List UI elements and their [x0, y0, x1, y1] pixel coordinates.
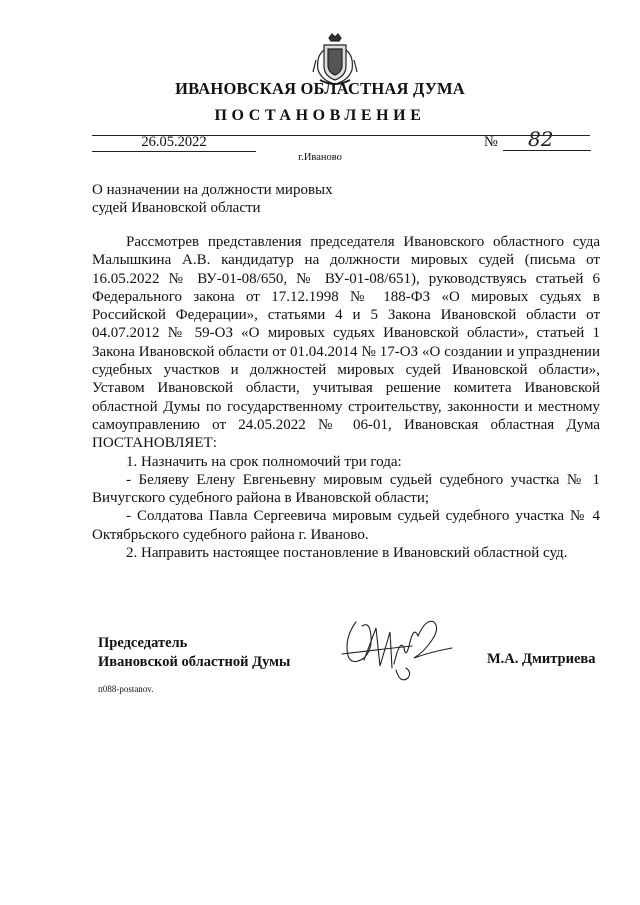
item-1-appointee-a: - Беляеву Елену Евгеньевну мировым судьей судебного участка № 1 Вичугского судебного района в Ивановской области;: [92, 471, 600, 507]
subject-line-1: О назначении на должности мировых: [92, 182, 333, 198]
signatory-title-line-2: Ивановской областной Думы: [98, 654, 291, 670]
handwritten-signature-icon: [334, 608, 464, 688]
item-1-appointee-b: - Солдатова Павла Сергеевича мировым судьей судебного участка № 4 Октябрьского судебного района г. Иваново.: [92, 508, 600, 543]
item-2: 2. Направить настоящее постановление в Ивановский областной суд.: [126, 545, 568, 562]
document-date: 26.05.2022: [92, 133, 256, 152]
document-body: [92, 233, 600, 562]
subject-line-2: судей Ивановской области: [92, 200, 261, 216]
preamble-paragraph: Рассмотрев представления председателя Ивановского областного суда Малышкина А.В. кандидатур на должности мировых судей (письма от 16.05.2022 № ВУ-01-08/650, № ВУ-01-08/651), руководствуясь статьей 6 Федерального закона от 17.12.1998 № 188-ФЗ «О мировых судьях в Российской Федерации», статьями 4 и 5 Закона Ивановской области от 04.07.2012 № 59-ОЗ «О мировых судьях Ивановской области», статьей 1 Закона Ивановской области от 01.04.2014 № 17-ОЗ «О создании и упразднении судебных участков и должностей мировых судей Ивановской области», Уставом Ивановской области, учитывая решение комитета Ивановской областной Думы по государственному строительству, законности и местному самоуправлению от 24.05.2022 № 06-01, Ивановская областная Дума ПОСТАНОВЛЯЕТ:: [92, 234, 600, 452]
signatory-title: [98, 634, 290, 672]
number-label: №: [484, 134, 498, 150]
document-type: ПОСТАНОВЛЕНИЕ: [214, 107, 426, 124]
city: г.Иваново: [298, 152, 342, 163]
item-1: 1. Назначить на срок полномочий три года:: [126, 453, 402, 470]
file-reference: п088-postanov.: [98, 684, 154, 694]
signatory-title-line-1: Председатель: [98, 635, 188, 651]
signatory-name: М.А. Дмитриева: [487, 651, 596, 667]
organization-name: ИВАНОВСКАЯ ОБЛАСТНАЯ ДУМА: [175, 79, 465, 98]
document-subject: [92, 181, 392, 217]
document-number: 82: [528, 127, 554, 151]
